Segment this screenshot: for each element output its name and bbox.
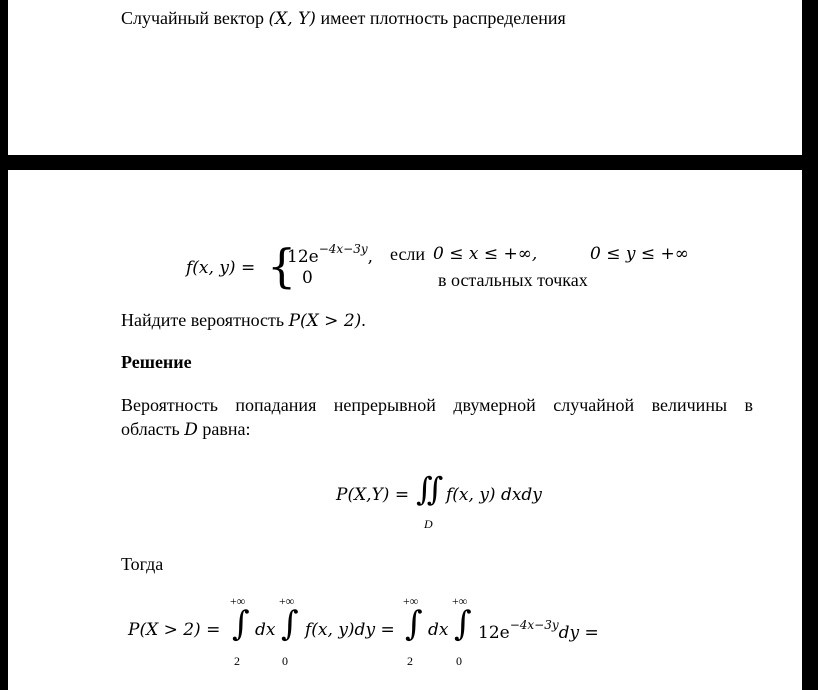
dx-2: dx: [428, 620, 449, 640]
case1-value: $12e^{-4x-3y}$,: [287, 242, 374, 267]
region-var: D: [184, 420, 198, 440]
int4-lower: 0: [456, 654, 462, 668]
formula2-lhs: P(X > 2) =: [128, 620, 221, 640]
integrand-2: $12e^{-4x-3y}dy$ =: [478, 618, 599, 643]
task-line: Найдите вероятность P(X > 2).: [121, 310, 366, 331]
case1-condition-x: 0 ≤ x ≤ +∞,: [433, 244, 538, 264]
density-lhs: f(x, y) =: [186, 258, 256, 278]
formula1-integrand: f(x, y) dxdy: [446, 485, 542, 505]
explanation-line-1: Вероятность попадания непрерывной двумерной случайной величины в: [121, 395, 753, 415]
int1-lower: 2: [234, 654, 240, 668]
case1-condition-word: если: [390, 244, 426, 264]
then-label: Тогда: [121, 554, 164, 574]
page-bottom: [8, 170, 802, 690]
formula1-region: D: [424, 517, 433, 531]
int1-upper: +∞: [230, 594, 246, 608]
int3-upper: +∞: [403, 594, 419, 608]
integral-icon: ∫: [454, 604, 472, 644]
case-brace: {: [267, 239, 297, 293]
case1-condition-y: 0 ≤ y ≤ +∞: [590, 244, 689, 264]
task-text: Найдите вероятность: [121, 310, 289, 330]
page-top: [8, 0, 802, 155]
intro-text-end: имеет плотность распределения: [315, 8, 566, 28]
dx-1: dx: [255, 620, 276, 640]
integrand-2-exponent: −4x−3y: [509, 618, 559, 632]
integral-icon: ∫: [232, 604, 250, 644]
integrand-1: f(x, y)dy =: [305, 620, 395, 640]
double-integral-icon: ∬: [416, 470, 444, 508]
task-expression: P(X > 2): [288, 311, 362, 331]
int2-upper: +∞: [279, 594, 295, 608]
case2-value: 0: [302, 268, 313, 288]
integral-icon: ∫: [405, 604, 423, 644]
intro-line: [121, 8, 566, 29]
int3-lower: 2: [407, 654, 413, 668]
int2-lower: 0: [282, 654, 288, 668]
formula1-lhs: P(X,Y) =: [336, 485, 410, 505]
intro-text: Случайный вектор: [121, 8, 269, 28]
integral-icon: ∫: [281, 604, 299, 644]
vector-xy: (X, Y): [268, 9, 316, 29]
case1-exponent: −4x−3y: [318, 242, 368, 256]
case2-condition: в остальных точках: [438, 270, 588, 290]
solution-heading: Решение: [121, 352, 192, 372]
int4-upper: +∞: [452, 594, 468, 608]
explanation-line-2: область D равна:: [121, 419, 251, 440]
